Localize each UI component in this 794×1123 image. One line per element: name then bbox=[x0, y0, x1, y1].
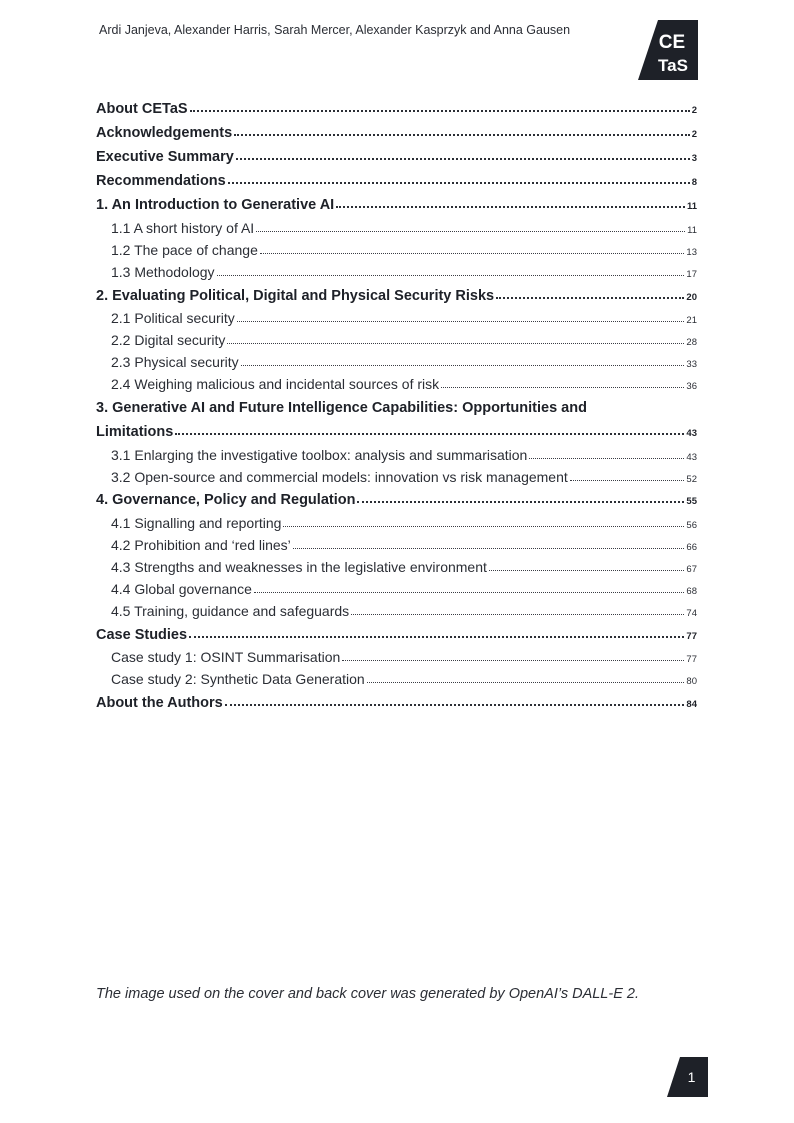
toc-entry-section-2[interactable]: 2. Evaluating Political, Digital and Physical Security Risks 20 bbox=[96, 288, 697, 304]
toc-entry-about-cetas[interactable]: About CETaS 2 bbox=[96, 101, 697, 117]
toc-page-number: 56 bbox=[686, 520, 697, 531]
toc-page-number: 55 bbox=[686, 496, 697, 507]
toc-page-number: 66 bbox=[686, 542, 697, 553]
toc-entry-section-3[interactable]: Limitations 43 bbox=[96, 424, 697, 440]
toc-entry-4-5[interactable]: 4.5 Training, guidance and safeguards 74 bbox=[111, 603, 697, 619]
toc-entry-case-studies[interactable]: Case Studies 77 bbox=[96, 627, 697, 643]
dot-leader bbox=[357, 500, 684, 503]
toc-entry-case-study-2[interactable]: Case study 2: Synthetic Data Generation 80 bbox=[111, 671, 697, 687]
toc-entry-4-2[interactable]: 4.2 Prohibition and ‘red lines’ 66 bbox=[111, 537, 697, 553]
page-number-badge bbox=[667, 1057, 708, 1097]
dot-leader bbox=[227, 342, 684, 344]
dot-leader bbox=[496, 296, 684, 299]
toc-entry-4-4[interactable]: 4.4 Global governance 68 bbox=[111, 581, 697, 597]
dot-leader bbox=[217, 274, 685, 276]
toc-page-number: 52 bbox=[686, 474, 697, 485]
dot-leader bbox=[260, 252, 685, 254]
toc-entry-3-1[interactable]: 3.1 Enlarging the investigative toolbox: analysis and summarisation 43 bbox=[111, 447, 697, 463]
dot-leader bbox=[254, 591, 685, 593]
toc-page-number: 11 bbox=[686, 201, 697, 212]
toc-page-number: 33 bbox=[686, 359, 697, 370]
toc-page-number: 43 bbox=[686, 452, 697, 463]
toc-entry-4-3[interactable]: 4.3 Strengths and weaknesses in the legislative environment 67 bbox=[111, 559, 697, 575]
dot-leader bbox=[175, 432, 684, 435]
dot-leader bbox=[441, 386, 684, 388]
dot-leader bbox=[190, 109, 690, 112]
toc-page-number: 28 bbox=[686, 337, 697, 348]
toc-entry-2-2[interactable]: 2.2 Digital security 28 bbox=[111, 332, 697, 348]
dot-leader bbox=[241, 364, 685, 366]
toc-page-number: 77 bbox=[686, 654, 697, 665]
toc-page-number: 3 bbox=[691, 153, 697, 164]
dot-leader bbox=[293, 547, 685, 549]
header-authors: Ardi Janjeva, Alexander Harris, Sarah Mercer, Alexander Kasprzyk and Anna Gausen bbox=[99, 23, 571, 37]
toc-page-number: 67 bbox=[686, 564, 697, 575]
toc-page-number: 36 bbox=[686, 381, 697, 392]
toc-entry-section-4[interactable]: 4. Governance, Policy and Regulation 55 bbox=[96, 492, 697, 508]
toc-page-number: 84 bbox=[686, 699, 697, 710]
dot-leader bbox=[570, 479, 685, 481]
toc-entry-1-3[interactable]: 1.3 Methodology 17 bbox=[111, 264, 697, 280]
toc-entry-2-3[interactable]: 2.3 Physical security 33 bbox=[111, 354, 697, 370]
toc-page-number: 43 bbox=[686, 428, 697, 439]
toc-entry-executive-summary[interactable]: Executive Summary 3 bbox=[96, 149, 697, 165]
toc-page-number: 17 bbox=[686, 269, 697, 280]
toc-entry-2-1[interactable]: 2.1 Political security 21 bbox=[111, 310, 697, 326]
toc-page-number: 13 bbox=[686, 247, 697, 258]
dot-leader bbox=[225, 703, 685, 706]
dot-leader bbox=[228, 181, 690, 184]
dot-leader bbox=[367, 681, 685, 683]
logo-text-bottom: TaS bbox=[658, 56, 688, 75]
toc-entry-1-1[interactable]: 1.1 A short history of AI 11 bbox=[111, 220, 697, 236]
toc-page-number: 11 bbox=[687, 225, 697, 236]
dot-leader bbox=[529, 457, 684, 459]
logo-text-top: CE bbox=[658, 32, 686, 53]
cetas-logo bbox=[638, 20, 698, 80]
dot-leader bbox=[283, 525, 684, 527]
toc-entry-section-3-line1[interactable]: 3. Generative AI and Future Intelligence Capabilities: Opportunities and bbox=[96, 400, 587, 416]
toc-page-number: 2 bbox=[691, 105, 697, 116]
toc-entry-case-study-1[interactable]: Case study 1: OSINT Summarisation 77 bbox=[111, 649, 697, 665]
toc-entry-recommendations[interactable]: Recommendations 8 bbox=[96, 173, 697, 189]
dot-leader bbox=[336, 205, 685, 208]
cover-image-note: The image used on the cover and back cover was generated by OpenAI’s DALL-E 2. bbox=[96, 986, 639, 1002]
toc-entry-1-2[interactable]: 1.2 The pace of change 13 bbox=[111, 242, 697, 258]
dot-leader bbox=[489, 569, 685, 571]
toc-entry-4-1[interactable]: 4.1 Signalling and reporting 56 bbox=[111, 515, 697, 531]
toc-entry-acknowledgements[interactable]: Acknowledgements 2 bbox=[96, 125, 697, 141]
toc-entry-section-1[interactable]: 1. An Introduction to Generative AI 11 bbox=[96, 197, 697, 213]
toc-entry-about-the-authors[interactable]: About the Authors 84 bbox=[96, 695, 697, 711]
toc-page-number: 74 bbox=[686, 608, 697, 619]
dot-leader bbox=[236, 157, 690, 160]
dot-leader bbox=[237, 320, 685, 322]
dot-leader bbox=[234, 133, 690, 136]
toc-entry-2-4[interactable]: 2.4 Weighing malicious and incidental sources of risk 36 bbox=[111, 376, 697, 392]
toc-page-number: 8 bbox=[691, 177, 697, 188]
toc-page-number: 77 bbox=[686, 631, 697, 642]
dot-leader bbox=[256, 230, 685, 232]
toc-page-number: 20 bbox=[686, 292, 697, 303]
toc-entry-3-2[interactable]: 3.2 Open-source and commercial models: innovation vs risk management 52 bbox=[111, 469, 697, 485]
dot-leader bbox=[189, 635, 684, 638]
page-number: 1 bbox=[687, 1069, 696, 1085]
toc-page-number: 68 bbox=[686, 586, 697, 597]
dot-leader bbox=[342, 659, 684, 661]
toc-page-number: 21 bbox=[686, 315, 697, 326]
toc-page-number: 80 bbox=[686, 676, 697, 687]
dot-leader bbox=[351, 613, 684, 615]
toc-page-number: 2 bbox=[691, 129, 697, 140]
